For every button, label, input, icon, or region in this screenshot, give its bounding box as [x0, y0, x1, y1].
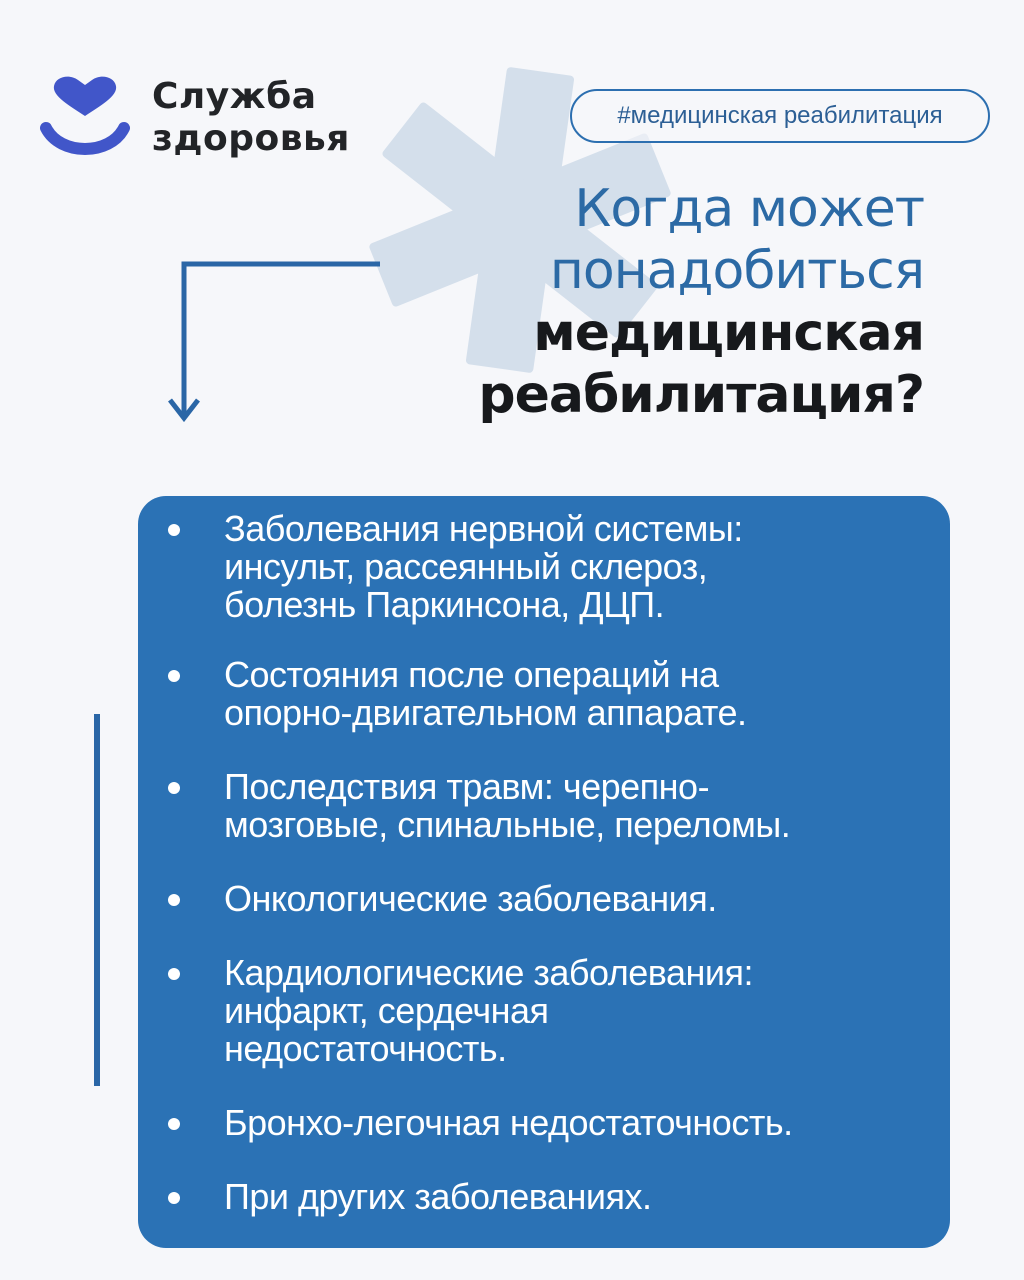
list-item — [224, 880, 924, 918]
list-item-line: инфаркт, сердечная — [224, 990, 549, 1031]
logo-line-1: Служба — [152, 76, 317, 117]
list-item-line: Кардиологические заболевания: — [224, 952, 753, 993]
list-item-line: Заболевания нервной системы: — [224, 508, 743, 549]
heart-smile-icon — [40, 72, 130, 162]
list-item — [224, 510, 924, 624]
list-item — [224, 656, 924, 732]
logo — [40, 72, 400, 162]
list-item-line: болезнь Паркинсона, ДЦП. — [224, 584, 665, 625]
title-line-3: медицинская — [533, 303, 924, 363]
list-item-line: При других заболеваниях. — [224, 1176, 652, 1217]
list-item — [224, 1104, 924, 1142]
title-line-4: реабилитация? — [478, 365, 924, 425]
list-item-line: Состояния после операций на — [224, 654, 719, 695]
list-item-line: недостаточность. — [224, 1028, 507, 1069]
side-accent-line — [94, 714, 100, 1086]
conditions-card — [138, 496, 950, 1248]
list-item — [224, 768, 924, 844]
page-title — [478, 178, 924, 426]
hashtag-badge[interactable]: #медицинская реабилитация — [570, 89, 990, 143]
list-item-line: Бронхо-легочная недостаточность. — [224, 1102, 793, 1143]
logo-wordmark — [152, 76, 350, 160]
list-item-line: Онкологические заболевания. — [224, 878, 717, 919]
list-item — [224, 954, 924, 1068]
list-item-line: опорно-двигательном аппарате. — [224, 692, 747, 733]
list-item-line: мозговые, спинальные, переломы. — [224, 804, 791, 845]
list-item — [224, 1178, 924, 1216]
list-item-line: Последствия травм: черепно- — [224, 766, 710, 807]
title-line-1: Когда может — [574, 179, 924, 239]
title-line-2: понадобиться — [549, 241, 924, 301]
list-item-line: инсульт, рассеянный склероз, — [224, 546, 708, 587]
arrow-down-icon — [160, 258, 390, 438]
logo-line-2: здоровья — [152, 118, 350, 159]
